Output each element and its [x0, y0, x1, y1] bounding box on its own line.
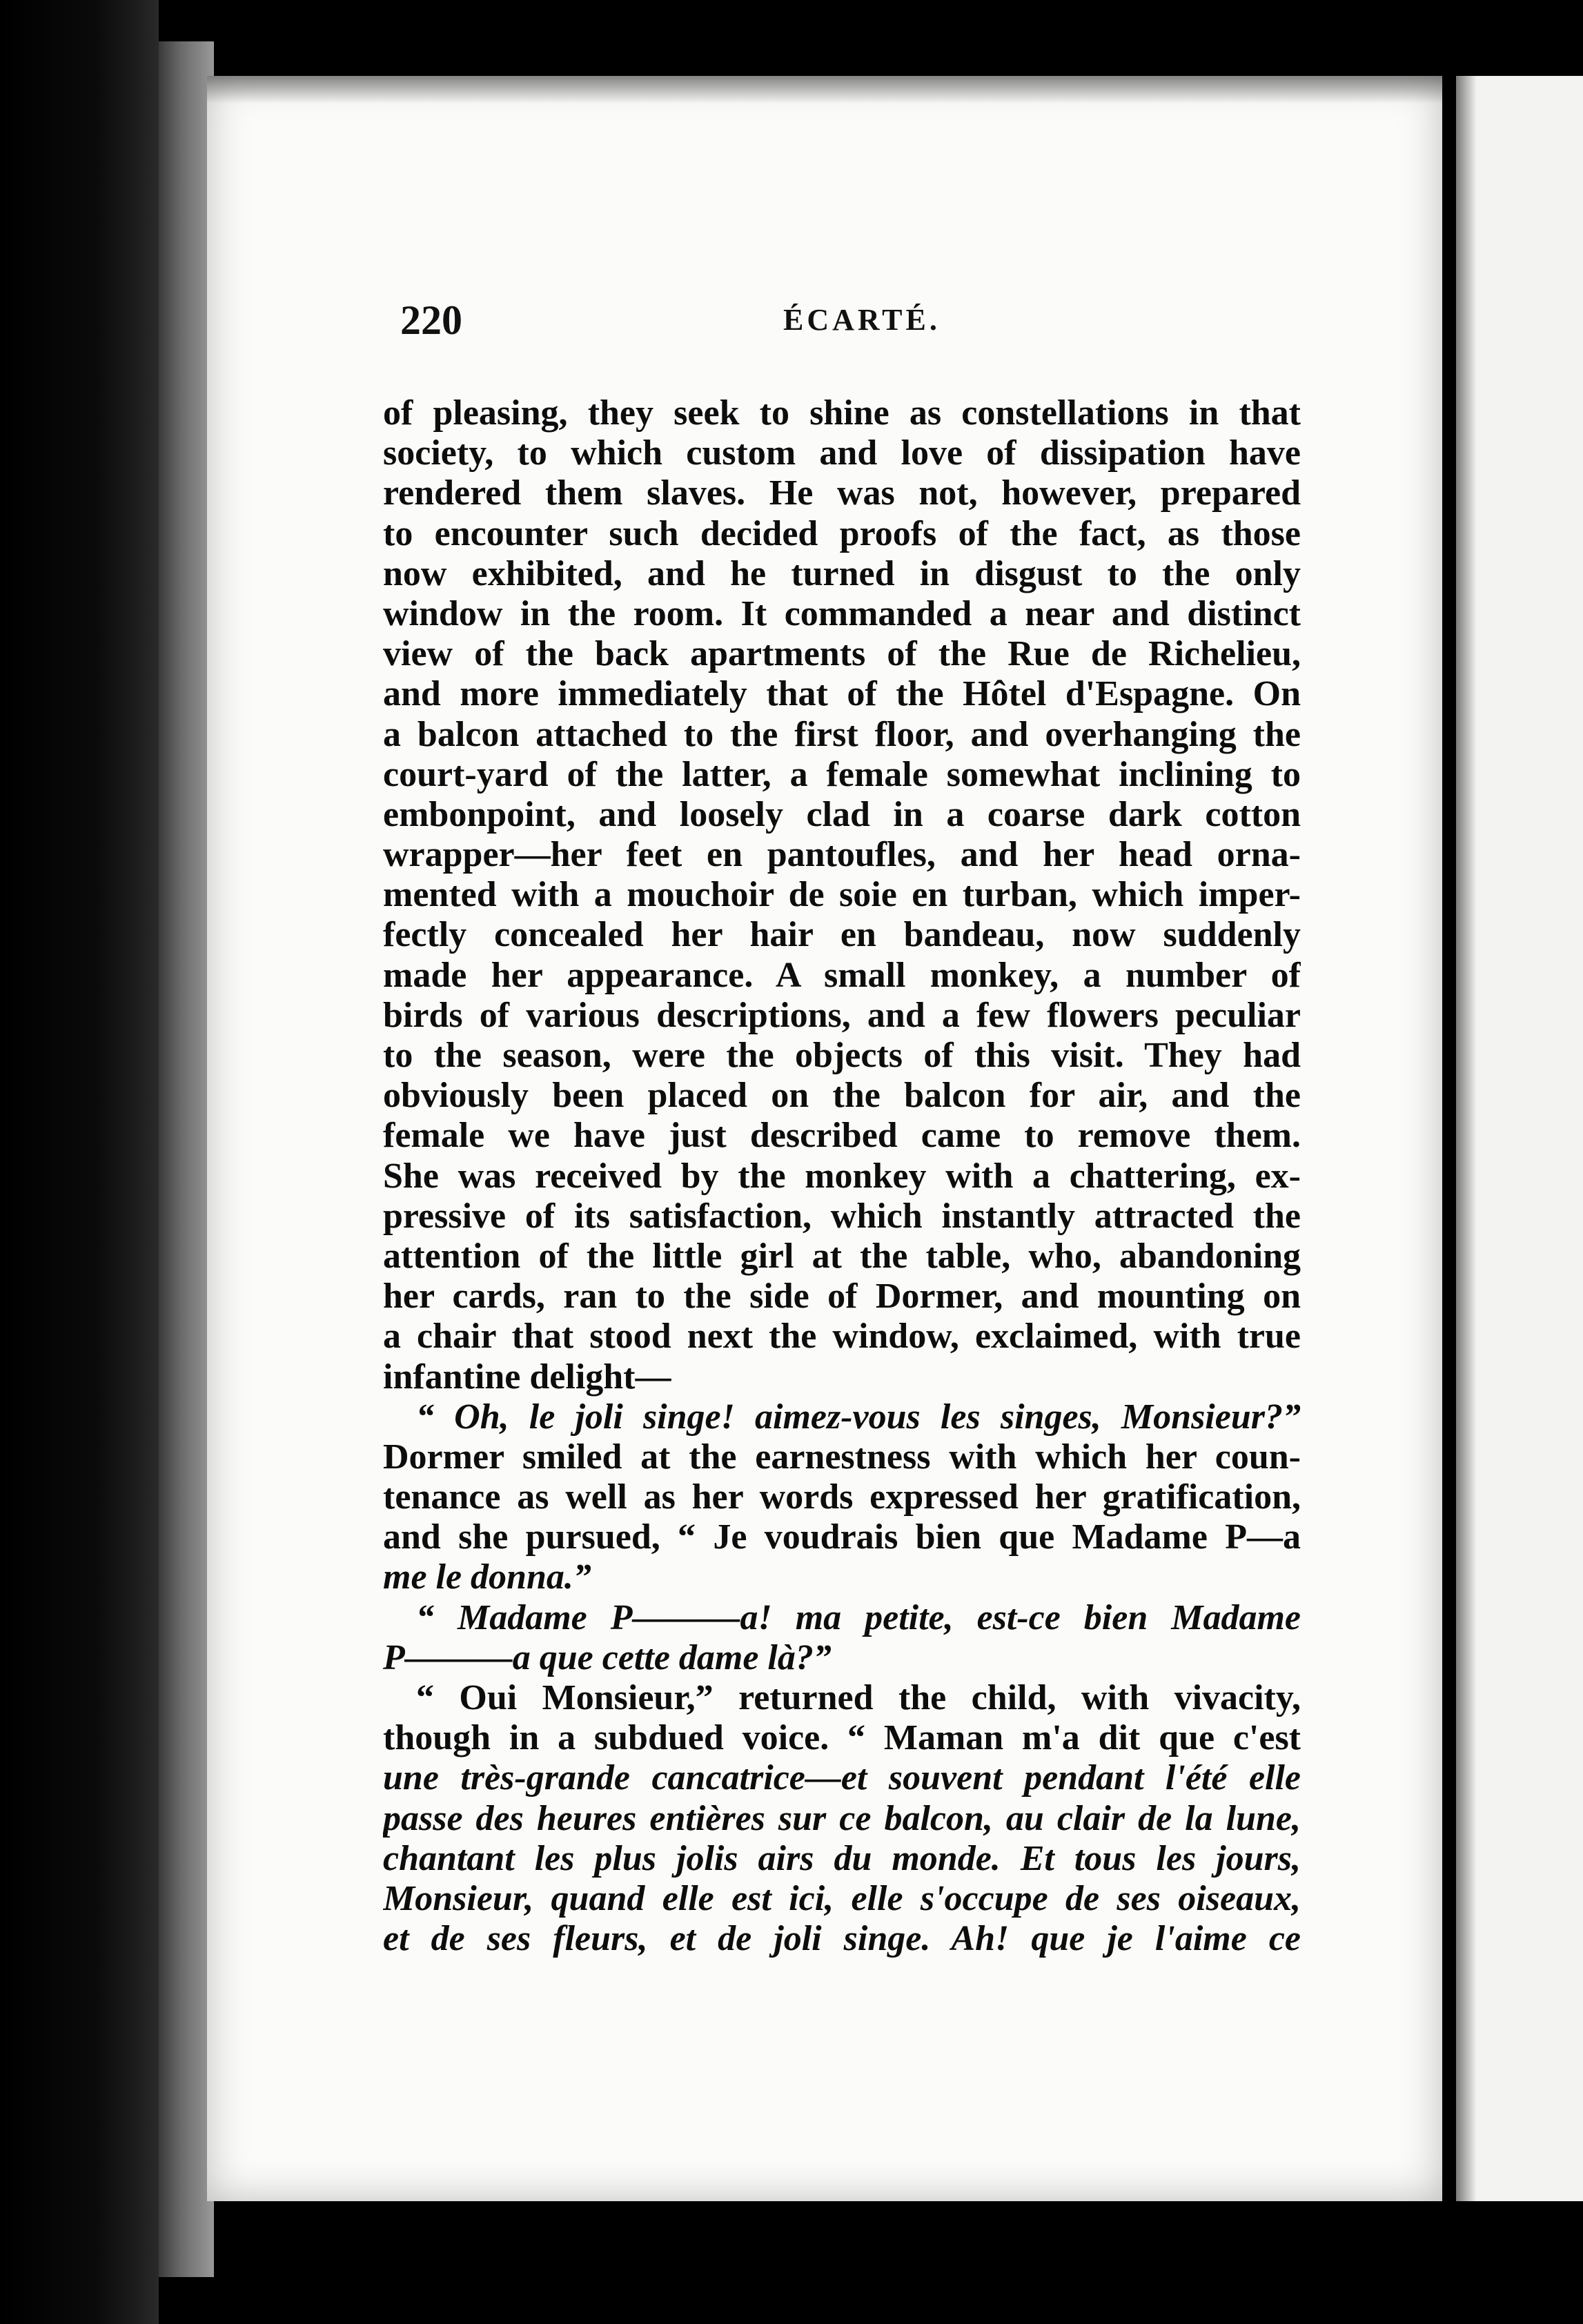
text-line: wrapper—her feet en pantoufles, and her head orna- [383, 835, 1301, 875]
text-line: female we have just described came to remove them. [383, 1116, 1301, 1156]
text-line: fectly concealed her hair en bandeau, now suddenly [383, 915, 1301, 955]
text-line: though in a subdued voice. “ Maman m'a dit que c'est [383, 1718, 1301, 1758]
body-text [383, 393, 1301, 1959]
text-line: embonpoint, and loosely clad in a coarse dark cotton [383, 794, 1301, 834]
text-line: obviously been placed on the balcon for air, and the [383, 1076, 1301, 1116]
facing-page-edge [1456, 76, 1583, 2201]
book-spine-shadow [0, 0, 159, 2324]
text-line: to the season, were the objects of this visit. They had [383, 1036, 1301, 1075]
text-line: attention of the little girl at the table, who, abandoning [383, 1236, 1301, 1276]
text-line: rendered them slaves. He was not, however, prepared [383, 473, 1301, 513]
text-line: a chair that stood next the window, exclaimed, with true [383, 1317, 1301, 1357]
text-line: birds of various descriptions, and a few flowers peculiar [383, 995, 1301, 1035]
text-line: a balcon attached to the first floor, and overhanging the [383, 714, 1301, 754]
text-line: infantine delight— [383, 1357, 671, 1397]
text-line: court-yard of the latter, a female somewhat inclining to [383, 754, 1301, 794]
page-edge-shading [159, 41, 214, 2277]
text-line: society, to which custom and love of dissipation have [383, 433, 1301, 473]
text-line: and more immediately that of the Hôtel d'Espagne. On [383, 674, 1301, 714]
text-line: of pleasing, they seek to shine as constellations in that [383, 393, 1301, 433]
running-title: ÉCARTÉ. [783, 303, 941, 337]
text-line: tenance as well as her words expressed her gratification, [383, 1477, 1301, 1517]
page-number: 220 [400, 297, 462, 343]
text-line: “ Oui Monsieur,” returned the child, with vivacity, [416, 1678, 1301, 1717]
text-line: made her appearance. A small monkey, a number of [383, 955, 1301, 995]
text-line: She was received by the monkey with a chattering, ex- [383, 1156, 1301, 1196]
dialogue-line: passe des heures entières sur ce balcon, au clair de la lune, [383, 1798, 1301, 1838]
dialogue-line: Monsieur, quand elle est ici, elle s'occupe de ses oiseaux, [383, 1878, 1301, 1918]
text-line: pressive of its satisfaction, which instantly attracted the [383, 1196, 1301, 1236]
text-line: window in the room. It commanded a near and distinct [383, 593, 1301, 633]
text-line: her cards, ran to the side of Dormer, and mounting on [383, 1277, 1301, 1317]
dialogue-line: une très-grande cancatrice—et souvent pendant l'été elle [383, 1758, 1301, 1798]
text-line: view of the back apartments of the Rue de Richelieu, [383, 634, 1301, 674]
dialogue-line: P———a que cette dame là?” [383, 1637, 832, 1677]
text-line: mented with a mouchoir de soie en turban, which imper- [383, 875, 1301, 915]
page-gutter [1442, 55, 1456, 2215]
text-line: to encounter such decided proofs of the fact, as those [383, 513, 1301, 553]
text-line: and she pursued, “ Je voudrais bien que Madame P—a [383, 1517, 1301, 1557]
dialogue-line: chantant les plus jolis airs du monde. Et tous les jours, [383, 1838, 1301, 1878]
text-line: Dormer smiled at the earnestness with which her coun- [383, 1437, 1301, 1477]
dialogue-line: et de ses fleurs, et de joli singe. Ah! que je l'aime ce [383, 1919, 1301, 1959]
dialogue-line: me le donna.” [383, 1557, 591, 1597]
dialogue-line: “ Oh, le joli singe! aimez-vous les singes, Monsieur?” [416, 1397, 1301, 1437]
text-line: now exhibited, and he turned in disgust to the only [383, 553, 1301, 593]
page-top-smudge [207, 76, 1442, 104]
running-head [400, 297, 1297, 359]
dialogue-line: “ Madame P———a! ma petite, est-ce bien Madame [416, 1597, 1301, 1637]
